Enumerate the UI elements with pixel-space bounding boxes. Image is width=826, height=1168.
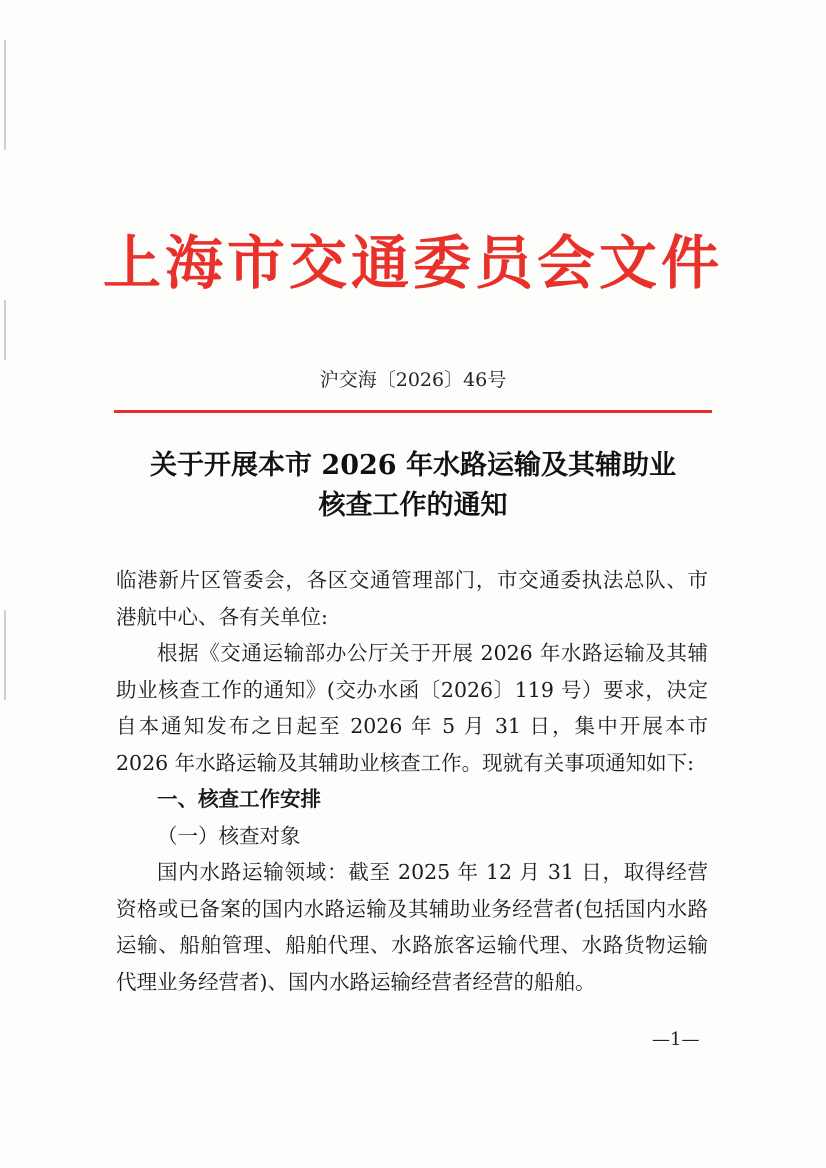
document-number: 沪交海〔2026〕46号 [319, 369, 507, 391]
body-paragraph: 根据《交通运输部办公厅关于开展 2026 年水路运输及其辅助业核查工作的通知》(交办水函〔2026〕119 号）要求，决定自本通知发布之日起至 2026 年 5 月 31 日，集中开展本市 2026 年水路运输及其辅助业核查工作。现就有关事项通知如下: [116, 641, 708, 775]
addressee-paragraph: 临港新片区管委会，各区交通管理部门，市交通委执法总队、市港航中心、各有关单位: [116, 568, 708, 629]
scan-artifact [4, 300, 6, 360]
notice-body [116, 562, 708, 1000]
notice-title-line1: 关于开展本市 2026 年水路运输及其辅助业 [150, 450, 676, 481]
scan-artifact [4, 40, 6, 150]
notice-title-line2: 核查工作的通知 [318, 490, 508, 521]
section-heading: 一、核查工作安排 [157, 787, 321, 811]
body-paragraph: 国内水路运输领域：截至 2025 年 12 月 31 日，取得经营资格或已备案的国内水路运输及其辅助业务经营者(包括国内水路运输、船舶管理、船舶代理、水路旅客运输代理、水路货物运输代理业务经营者)、国内水路运输经营者经营的船舶。 [116, 860, 708, 994]
page-number: —1— [652, 1029, 700, 1050]
document-header-title: 上海市交通委员会文件 [102, 229, 723, 297]
scan-artifact [4, 610, 6, 700]
subsection-heading: （一）核查对象 [157, 823, 301, 848]
red-divider-line [114, 410, 712, 413]
notice-title [0, 446, 826, 526]
